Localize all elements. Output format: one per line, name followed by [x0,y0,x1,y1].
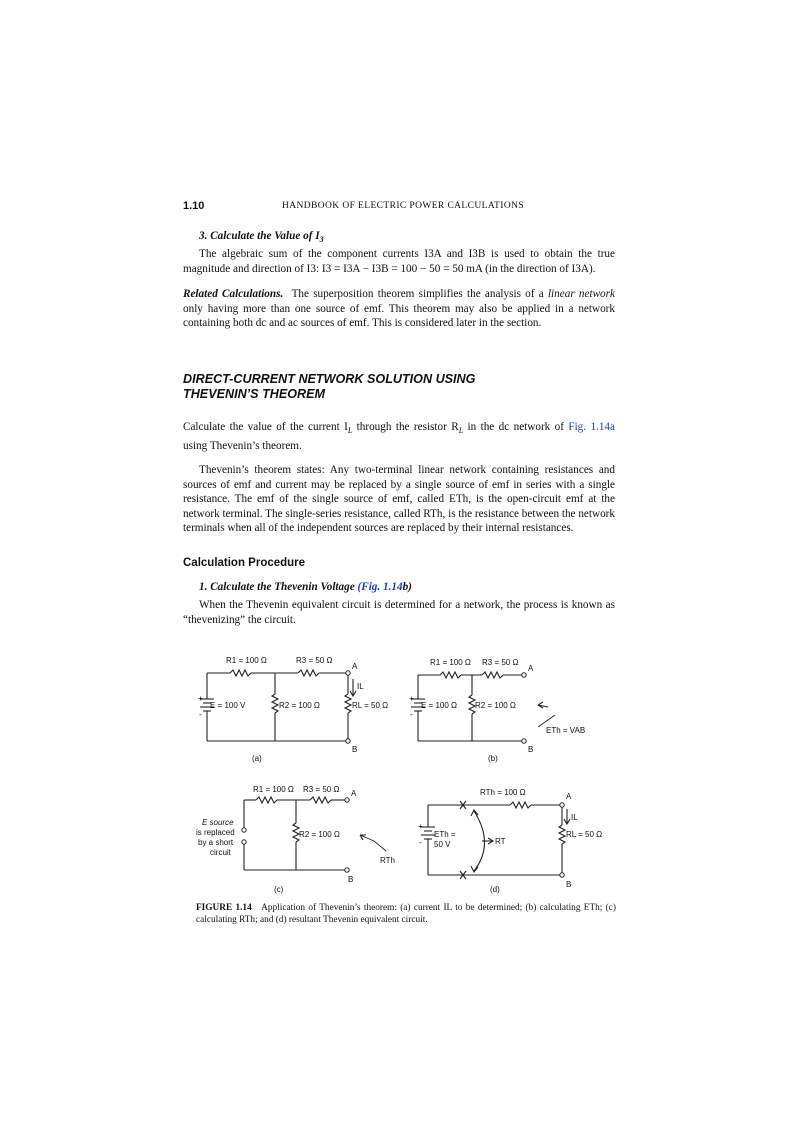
d-rt-label: RT [495,837,506,846]
a-node-b: B [352,745,358,754]
section-intro: Calculate the value of the current $I_L$ through the resistor $R_L$ in the dc network of Fig. 1.14a using Thevenin’s theorem. [183,421,615,452]
terminal-a-a [346,671,350,675]
b-r1-label: R1 = 100 Ω [430,658,471,667]
a-e-label: E = 100 V [210,701,246,710]
d-eth-line1: ETh = [434,830,456,839]
figure-1-14 [190,645,610,900]
c-note-line3: by a short [198,838,234,847]
a-node-a: A [352,662,358,671]
b-plus: + [409,694,414,703]
a-il-label: IL [357,682,364,691]
c-note-line2: is replaced [196,828,235,837]
procedure-heading: Calculation Procedure [183,557,306,569]
a-r2-label: R2 = 100 Ω [279,701,320,710]
terminal-d-a [560,803,564,807]
section-title: DIRECT-CURRENT NETWORK SOLUTION USING THEVENIN’S THEOREM [183,372,476,401]
c-rth-label: RTh [380,856,395,865]
d-rl-label: RL = 50 Ω [566,830,603,839]
fig-link[interactable]: Fig. 1.14a [568,421,615,433]
a-plus: + [198,694,203,703]
terminal-b-b [522,739,526,743]
b-caption-label: (b) [488,754,498,763]
c-caption-label: (c) [274,885,284,894]
step3-body: The algebraic sum of the component currents I3A and I3B is used to obtain the true magnitude and direction of I3: I3 = I3A − I3B = 100 − 50 = 50 mA (in the direction of I3A). [183,248,615,275]
d-node-a: A [566,792,572,801]
b-eth-label: ETh = VAB [546,726,586,735]
b-r3-label: R3 = 50 Ω [482,658,519,667]
c-node-b: B [348,875,354,884]
terminal-c-short-top [242,828,246,832]
d-node-b: B [566,880,572,889]
terminal-d-b [560,873,564,877]
terminal-c-b [345,868,349,872]
b-e-label: E = 100 Ω [421,701,458,710]
d-il-label: IL [571,813,578,822]
a-r3-label: R3 = 50 Ω [296,656,333,665]
a-rl-label: RL = 50 Ω [352,701,389,710]
a-r1-label: R1 = 100 Ω [226,656,267,665]
fig-1-14b-link[interactable]: (Fig. 1.14 [357,581,403,593]
a-caption-label: (a) [252,754,262,763]
c-r3-label: R3 = 50 Ω [303,785,340,794]
b-r2-label: R2 = 100 Ω [475,701,516,710]
d-minus: - [419,838,422,847]
d-rth-label: RTh = 100 Ω [480,788,526,797]
d-eth-line2: 50 V [434,840,451,849]
related-calculations: Related Calculations. The superposition theorem simplifies the analysis of a linear network only having more than one source of emf. This theorem may also be applied in a network containing both dc and ac sources of emf. This is considered later in the section. [183,288,615,330]
a-minus: - [199,710,202,719]
terminal-a-b [346,739,350,743]
terminal-c-short-bottom [242,840,246,844]
terminal-c-a [345,798,349,802]
c-note-line1: E source [202,818,234,827]
d-plus: + [418,822,423,831]
page-number: 1.10 [183,200,205,212]
c-r2-label: R2 = 100 Ω [299,830,340,839]
step1-title: 1. Calculate the Thevenin Voltage (Fig. 1.14b) [199,581,412,593]
step1-body: When the Thevenin equivalent circuit is determined for a network, the process is known as “thevenizing” the circuit. [183,599,615,626]
c-note-line4: circuit [210,848,231,857]
figure-caption: FIGURE 1.14 Application of Thevenin’s theorem: (a) current IL to be determined; (b) calculating ETh; (c) calculating RTh; and (d) resultant Thevenin equivalent circuit. [196,903,616,925]
b-node-b: B [528,745,534,754]
running-title: HANDBOOK OF ELECTRIC POWER CALCULATIONS [282,201,525,211]
theorem-statement: Thevenin’s theorem states: Any two-terminal linear network containing resistances and sources of emf and current may be replaced by a single source of emf in series with a single resistance. The emf of the single source of emf, called ETh, is the open-circuit emf at the network terminal. The single-series resistance, called RTh, is the resistance between the network terminals when all of the independent sources are replaced by their internal resistances. [183,464,615,535]
d-caption-label: (d) [490,885,500,894]
terminal-b-a [522,673,526,677]
step3-title: 3. Calculate the Value of $I_3$ [199,230,324,245]
c-r1-label: R1 = 100 Ω [253,785,294,794]
b-minus: - [410,710,413,719]
c-node-a: A [351,789,357,798]
b-node-a: A [528,664,534,673]
